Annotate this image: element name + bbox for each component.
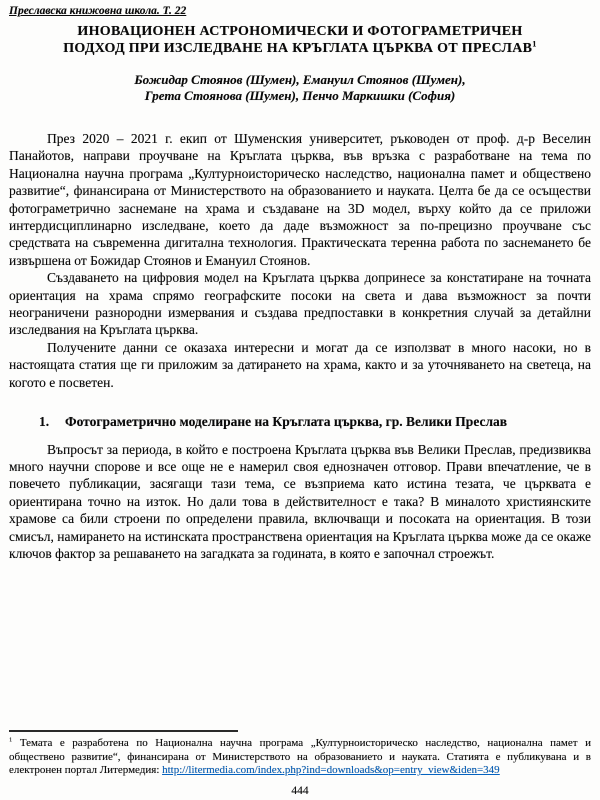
footnote-link[interactable]: http://litermedia.com/index.php?ind=downloads&op=entry_view&iden=349 xyxy=(162,764,500,777)
title-line-1: ИНОВАЦИОНЕН АСТРОНОМИЧЕСКИ И ФОТОГРАМЕТРИЧЕН xyxy=(77,24,523,39)
paragraph-model: Създаването на цифровия модел на Кръглата църква допринесе за констатиране на точната ориентация на храма спрямо географските посоки на света и дава възможност за почти неограничени разнородни измервания и създава предпоставки в конкретния случай за детайлни изследвания на Кръглата църква. xyxy=(9,270,591,338)
footnote-text: Темата е разработена по Национална научна програма „Културноисторическо наследство, национална памет и обществено развитие“, финансирана от Министерството на образованието и науката. Статията е публикувана и в електронен портал Литермедия: xyxy=(9,737,591,777)
section-number: 1. xyxy=(39,414,50,430)
footnote-separator xyxy=(9,730,238,732)
section-title: Фотограметрично моделиране на Кръглата църква, гр. Велики Преслав xyxy=(65,414,508,430)
section-heading xyxy=(39,413,591,431)
title-line-2 xyxy=(9,38,591,58)
footnote-block xyxy=(9,730,591,778)
running-header xyxy=(9,4,591,18)
paragraph-intro: През 2020 – 2021 г. екип от Шуменския университет, ръководен от проф. д-р Веселин Панайотов, направи проучване на Кръглата църква, във връзка с разработване на тема по Национална научна програма „Културноисторическо наследство, национална памет и обществено развитие“, финансирана от Министерството на образованието и науката. Целта бе да се осъществи фотограметрично заснемане на храма и създаване на 3D модел, върху който да се приложи интердисциплинарно изследване, което да даде възможност за по-прецизно проучване със средствата на съвременна дигитална технология. Практическата теренна работа по заснемането бе извършена от Божидар Стоянов и Емануил Стоянов. xyxy=(9,131,591,268)
paragraph-question: Въпросът за периода, в който е построена Кръглата църква във Велики Преслав, предизвиква много научни спорове и все още не е намерил своя еднозначен отговор. Прави впечатление, че в повечето публикации, засягащи тази тема, се възприема като истина тезата, че църквата е ориентирана точно на изток. Но дали това в действителност е така? В миналото християнските храмове са били строени по определени правила, включващи и посоката на ориентация. В този смисъл, намирането на истинската пространствена ориентация на Кръглата църква може да се окаже ключов фактор за решаването на загадката за годината, в която е започнал строежът. xyxy=(9,441,591,562)
authors xyxy=(9,72,591,104)
authors-line-2: Грета Стоянова (Шумен), Пенчо Маркишки (София) xyxy=(144,88,456,103)
article-title xyxy=(9,24,591,57)
footnote-marker: 1 xyxy=(9,736,13,744)
footnote xyxy=(9,737,591,778)
authors-line-1: Божидар Стоянов (Шумен), Емануил Стоянов (Шумен), xyxy=(134,72,466,87)
title-footnote-marker: 1 xyxy=(532,38,537,48)
page-number: 444 xyxy=(291,785,309,797)
paragraph-data: Получените данни се оказаха интересни и могат да се използват в много насоки, но в настоящата статия ще ги приложим за датирането на храма, както и за уточняването на светеца, на когото е посветен. xyxy=(9,339,591,390)
article-body xyxy=(9,130,591,562)
running-header-text: Преславска книжовна школа. Т. 22 xyxy=(9,5,187,17)
title-line-2-text: ПОДХОД ПРИ ИЗСЛЕДВАНЕ НА КРЪГЛАТА ЦЪРКВА ОТ ПРЕСЛАВ xyxy=(63,40,533,56)
